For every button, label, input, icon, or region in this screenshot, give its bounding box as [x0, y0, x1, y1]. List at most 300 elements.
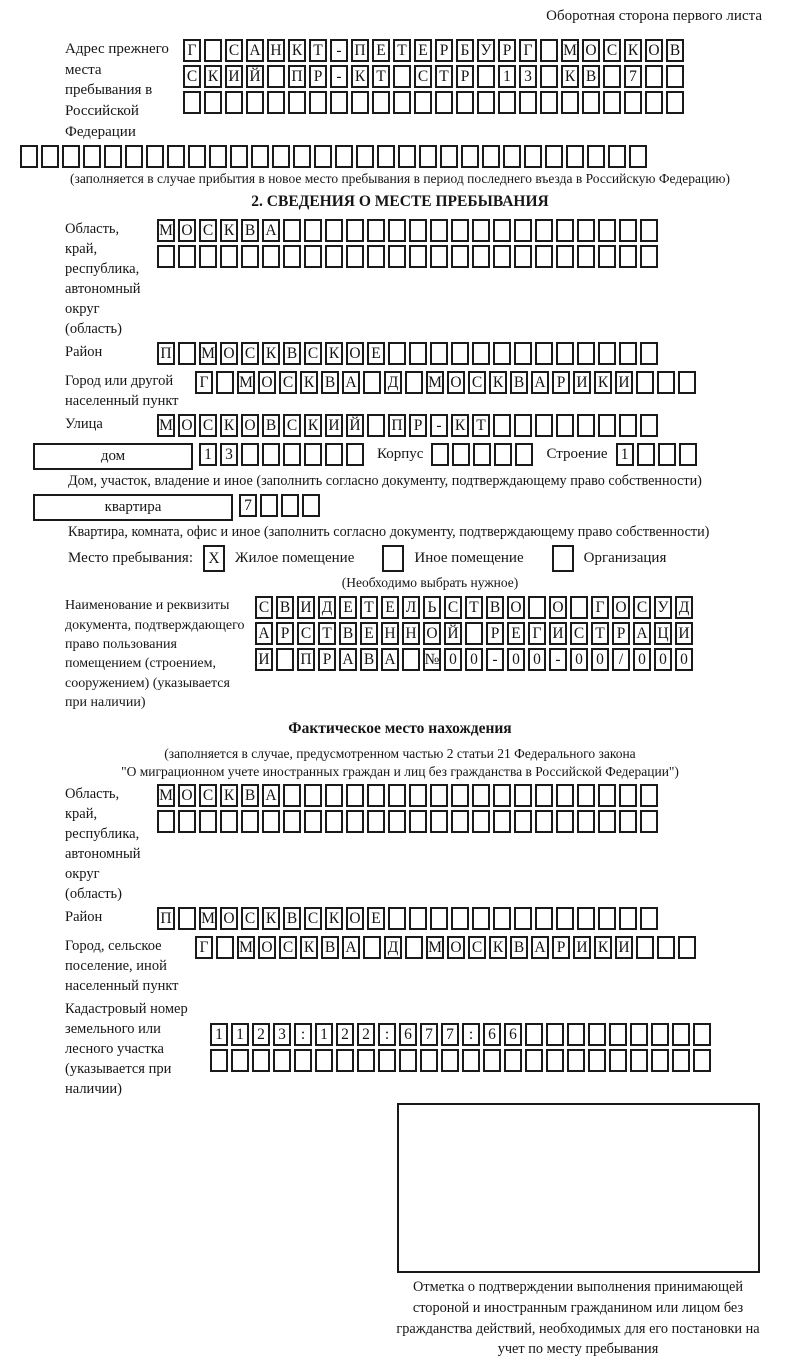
- char-box[interactable]: [325, 810, 343, 833]
- char-box[interactable]: [83, 145, 101, 168]
- char-box[interactable]: [514, 342, 532, 365]
- char-box[interactable]: [281, 494, 299, 517]
- char-box[interactable]: А: [342, 936, 360, 959]
- char-box[interactable]: С: [297, 622, 315, 645]
- char-box[interactable]: П: [157, 342, 175, 365]
- char-box[interactable]: [363, 371, 381, 394]
- char-box[interactable]: [598, 219, 616, 242]
- char-box[interactable]: [231, 1049, 249, 1072]
- char-box[interactable]: Й: [444, 622, 462, 645]
- char-box[interactable]: С: [414, 65, 432, 88]
- checkbox-residential[interactable]: X: [203, 545, 225, 572]
- char-box[interactable]: В: [666, 39, 684, 62]
- char-box[interactable]: С: [570, 622, 588, 645]
- char-box[interactable]: 0: [465, 648, 483, 671]
- char-box[interactable]: [645, 65, 663, 88]
- char-box[interactable]: [619, 810, 637, 833]
- char-box[interactable]: 0: [675, 648, 693, 671]
- char-box[interactable]: [178, 810, 196, 833]
- char-box[interactable]: [293, 145, 311, 168]
- char-box[interactable]: Т: [318, 622, 336, 645]
- char-box[interactable]: Т: [472, 414, 490, 437]
- char-box[interactable]: К: [594, 936, 612, 959]
- char-box[interactable]: [241, 443, 259, 466]
- char-box[interactable]: [199, 810, 217, 833]
- char-box[interactable]: [598, 907, 616, 930]
- char-box[interactable]: [252, 1049, 270, 1072]
- char-box[interactable]: [304, 784, 322, 807]
- char-box[interactable]: [430, 810, 448, 833]
- char-box[interactable]: [302, 494, 320, 517]
- char-box[interactable]: А: [531, 371, 549, 394]
- char-box[interactable]: Т: [435, 65, 453, 88]
- char-box[interactable]: М: [426, 371, 444, 394]
- char-box[interactable]: Т: [372, 65, 390, 88]
- char-box[interactable]: [283, 219, 301, 242]
- char-box[interactable]: [598, 810, 616, 833]
- char-box[interactable]: [472, 219, 490, 242]
- char-box[interactable]: С: [304, 907, 322, 930]
- char-box[interactable]: [367, 414, 385, 437]
- char-box[interactable]: О: [423, 622, 441, 645]
- char-box[interactable]: К: [351, 65, 369, 88]
- char-box[interactable]: [588, 1049, 606, 1072]
- char-box[interactable]: О: [447, 371, 465, 394]
- char-box[interactable]: [493, 907, 511, 930]
- char-box[interactable]: [577, 245, 595, 268]
- char-box[interactable]: [546, 1023, 564, 1046]
- char-box[interactable]: Е: [360, 622, 378, 645]
- char-box[interactable]: С: [468, 936, 486, 959]
- char-box[interactable]: П: [157, 907, 175, 930]
- char-box[interactable]: [346, 219, 364, 242]
- char-box[interactable]: М: [157, 219, 175, 242]
- char-box[interactable]: Ь: [423, 596, 441, 619]
- char-box[interactable]: Т: [360, 596, 378, 619]
- char-box[interactable]: О: [612, 596, 630, 619]
- char-box[interactable]: [431, 443, 449, 466]
- char-box[interactable]: [356, 145, 374, 168]
- char-box[interactable]: Т: [393, 39, 411, 62]
- char-box[interactable]: [398, 145, 416, 168]
- char-box[interactable]: [679, 443, 697, 466]
- char-box[interactable]: Й: [246, 65, 264, 88]
- checkbox-other-premises[interactable]: [382, 545, 404, 572]
- char-box[interactable]: П: [297, 648, 315, 671]
- char-box[interactable]: В: [283, 907, 301, 930]
- char-box[interactable]: [220, 810, 238, 833]
- char-box[interactable]: К: [204, 65, 222, 88]
- char-box[interactable]: М: [237, 371, 255, 394]
- char-box[interactable]: [451, 342, 469, 365]
- char-box[interactable]: 6: [399, 1023, 417, 1046]
- char-box[interactable]: [267, 65, 285, 88]
- char-box[interactable]: О: [447, 936, 465, 959]
- char-box[interactable]: [556, 784, 574, 807]
- char-box[interactable]: И: [225, 65, 243, 88]
- char-box[interactable]: [325, 443, 343, 466]
- char-box[interactable]: [399, 1049, 417, 1072]
- char-box[interactable]: П: [351, 39, 369, 62]
- char-box[interactable]: [451, 784, 469, 807]
- char-box[interactable]: О: [582, 39, 600, 62]
- char-box[interactable]: [561, 91, 579, 114]
- char-box[interactable]: [388, 907, 406, 930]
- char-box[interactable]: В: [241, 784, 259, 807]
- char-box[interactable]: В: [321, 371, 339, 394]
- char-box[interactable]: [188, 145, 206, 168]
- char-box[interactable]: [451, 810, 469, 833]
- char-box[interactable]: О: [220, 342, 238, 365]
- char-box[interactable]: [440, 145, 458, 168]
- char-box[interactable]: [651, 1023, 669, 1046]
- char-box[interactable]: К: [325, 907, 343, 930]
- char-box[interactable]: И: [675, 622, 693, 645]
- char-box[interactable]: [603, 91, 621, 114]
- char-box[interactable]: С: [603, 39, 621, 62]
- char-box[interactable]: [640, 342, 658, 365]
- char-box[interactable]: [493, 219, 511, 242]
- char-box[interactable]: [402, 648, 420, 671]
- char-box[interactable]: [377, 145, 395, 168]
- char-box[interactable]: [409, 342, 427, 365]
- char-box[interactable]: [357, 1049, 375, 1072]
- char-box[interactable]: [619, 907, 637, 930]
- char-box[interactable]: О: [346, 907, 364, 930]
- char-box[interactable]: [535, 810, 553, 833]
- char-box[interactable]: [556, 342, 574, 365]
- char-box[interactable]: [472, 245, 490, 268]
- char-box[interactable]: 2: [252, 1023, 270, 1046]
- char-box[interactable]: 2: [357, 1023, 375, 1046]
- char-box[interactable]: К: [262, 342, 280, 365]
- char-box[interactable]: [503, 145, 521, 168]
- char-box[interactable]: Е: [367, 342, 385, 365]
- char-box[interactable]: [451, 219, 469, 242]
- char-box[interactable]: [314, 145, 332, 168]
- char-box[interactable]: К: [325, 342, 343, 365]
- char-box[interactable]: С: [241, 342, 259, 365]
- char-box[interactable]: Р: [456, 65, 474, 88]
- char-box[interactable]: Б: [456, 39, 474, 62]
- char-box[interactable]: [472, 784, 490, 807]
- char-box[interactable]: [535, 219, 553, 242]
- char-box[interactable]: [666, 91, 684, 114]
- char-box[interactable]: К: [288, 39, 306, 62]
- char-box[interactable]: С: [468, 371, 486, 394]
- char-box[interactable]: [598, 784, 616, 807]
- char-box[interactable]: [657, 371, 675, 394]
- char-box[interactable]: В: [510, 371, 528, 394]
- char-box[interactable]: [451, 907, 469, 930]
- char-box[interactable]: У: [477, 39, 495, 62]
- char-box[interactable]: [640, 907, 658, 930]
- char-box[interactable]: [451, 245, 469, 268]
- char-box[interactable]: К: [220, 219, 238, 242]
- char-box[interactable]: [336, 1049, 354, 1072]
- char-box[interactable]: Л: [402, 596, 420, 619]
- char-box[interactable]: [367, 810, 385, 833]
- char-box[interactable]: [430, 342, 448, 365]
- char-box[interactable]: А: [339, 648, 357, 671]
- char-box[interactable]: [556, 907, 574, 930]
- char-box[interactable]: [577, 414, 595, 437]
- char-box[interactable]: 7: [441, 1023, 459, 1046]
- char-box[interactable]: С: [255, 596, 273, 619]
- char-box[interactable]: [430, 245, 448, 268]
- char-box[interactable]: [325, 219, 343, 242]
- char-box[interactable]: [167, 145, 185, 168]
- char-box[interactable]: [346, 784, 364, 807]
- char-box[interactable]: [409, 784, 427, 807]
- char-box[interactable]: В: [486, 596, 504, 619]
- char-box[interactable]: О: [178, 784, 196, 807]
- char-box[interactable]: [494, 443, 512, 466]
- char-box[interactable]: [545, 145, 563, 168]
- char-box[interactable]: -: [486, 648, 504, 671]
- char-box[interactable]: [393, 65, 411, 88]
- char-box[interactable]: [477, 65, 495, 88]
- char-box[interactable]: Н: [402, 622, 420, 645]
- char-box[interactable]: 6: [483, 1023, 501, 1046]
- char-box[interactable]: Е: [414, 39, 432, 62]
- char-box[interactable]: [260, 494, 278, 517]
- char-box[interactable]: [577, 810, 595, 833]
- char-box[interactable]: 0: [591, 648, 609, 671]
- char-box[interactable]: 1: [199, 443, 217, 466]
- char-box[interactable]: [409, 810, 427, 833]
- char-box[interactable]: [556, 245, 574, 268]
- char-box[interactable]: [209, 145, 227, 168]
- char-box[interactable]: [441, 1049, 459, 1072]
- char-box[interactable]: [267, 91, 285, 114]
- char-box[interactable]: Т: [465, 596, 483, 619]
- char-box[interactable]: [262, 810, 280, 833]
- char-box[interactable]: [619, 414, 637, 437]
- char-box[interactable]: [493, 810, 511, 833]
- char-box[interactable]: Е: [339, 596, 357, 619]
- char-box[interactable]: Р: [276, 622, 294, 645]
- char-box[interactable]: И: [573, 371, 591, 394]
- char-box[interactable]: В: [241, 219, 259, 242]
- char-box[interactable]: [304, 443, 322, 466]
- char-box[interactable]: [493, 784, 511, 807]
- char-box[interactable]: [540, 39, 558, 62]
- char-box[interactable]: [535, 245, 553, 268]
- char-box[interactable]: [178, 342, 196, 365]
- char-box[interactable]: 0: [654, 648, 672, 671]
- char-box[interactable]: В: [360, 648, 378, 671]
- char-box[interactable]: [372, 91, 390, 114]
- char-box[interactable]: [388, 810, 406, 833]
- char-box[interactable]: 7: [420, 1023, 438, 1046]
- char-box[interactable]: [283, 784, 301, 807]
- char-box[interactable]: [514, 810, 532, 833]
- char-box[interactable]: [629, 145, 647, 168]
- char-box[interactable]: [430, 219, 448, 242]
- char-box[interactable]: [619, 219, 637, 242]
- char-box[interactable]: 6: [504, 1023, 522, 1046]
- char-box[interactable]: М: [237, 936, 255, 959]
- char-box[interactable]: [430, 907, 448, 930]
- char-box[interactable]: [472, 342, 490, 365]
- char-box[interactable]: [462, 1049, 480, 1072]
- char-box[interactable]: [420, 1049, 438, 1072]
- char-box[interactable]: К: [594, 371, 612, 394]
- char-box[interactable]: С: [283, 414, 301, 437]
- checkbox-organization[interactable]: [552, 545, 574, 572]
- char-box[interactable]: [498, 91, 516, 114]
- char-box[interactable]: 0: [570, 648, 588, 671]
- char-box[interactable]: [272, 145, 290, 168]
- char-box[interactable]: [493, 342, 511, 365]
- char-box[interactable]: [246, 91, 264, 114]
- char-box[interactable]: [556, 810, 574, 833]
- char-box[interactable]: С: [241, 907, 259, 930]
- char-box[interactable]: [419, 145, 437, 168]
- char-box[interactable]: [658, 443, 676, 466]
- char-box[interactable]: [535, 907, 553, 930]
- char-box[interactable]: [577, 342, 595, 365]
- char-box[interactable]: [204, 91, 222, 114]
- char-box[interactable]: К: [561, 65, 579, 88]
- char-box[interactable]: [367, 245, 385, 268]
- char-box[interactable]: О: [178, 219, 196, 242]
- char-box[interactable]: [388, 784, 406, 807]
- char-box[interactable]: [637, 443, 655, 466]
- char-box[interactable]: [393, 91, 411, 114]
- char-box[interactable]: [636, 371, 654, 394]
- char-box[interactable]: Р: [552, 936, 570, 959]
- char-box[interactable]: Д: [384, 371, 402, 394]
- char-box[interactable]: [304, 810, 322, 833]
- char-box[interactable]: К: [220, 784, 238, 807]
- char-box[interactable]: [657, 936, 675, 959]
- char-box[interactable]: [273, 1049, 291, 1072]
- char-box[interactable]: [645, 91, 663, 114]
- char-box[interactable]: А: [246, 39, 264, 62]
- char-box[interactable]: [178, 907, 196, 930]
- char-box[interactable]: [566, 145, 584, 168]
- char-box[interactable]: К: [300, 936, 318, 959]
- char-box[interactable]: [465, 622, 483, 645]
- char-box[interactable]: [104, 145, 122, 168]
- char-box[interactable]: [276, 648, 294, 671]
- char-box[interactable]: [640, 784, 658, 807]
- char-box[interactable]: П: [288, 65, 306, 88]
- char-box[interactable]: [283, 245, 301, 268]
- char-box[interactable]: А: [531, 936, 549, 959]
- char-box[interactable]: [619, 784, 637, 807]
- char-box[interactable]: С: [279, 936, 297, 959]
- char-box[interactable]: [514, 784, 532, 807]
- char-box[interactable]: [288, 91, 306, 114]
- char-box[interactable]: [570, 596, 588, 619]
- char-box[interactable]: [640, 245, 658, 268]
- char-box[interactable]: 7: [239, 494, 257, 517]
- char-box[interactable]: Е: [507, 622, 525, 645]
- char-box[interactable]: [640, 810, 658, 833]
- char-box[interactable]: 1: [231, 1023, 249, 1046]
- char-box[interactable]: 1: [616, 443, 634, 466]
- char-box[interactable]: [515, 443, 533, 466]
- char-box[interactable]: [577, 219, 595, 242]
- char-box[interactable]: [262, 443, 280, 466]
- char-box[interactable]: [624, 91, 642, 114]
- char-box[interactable]: [346, 245, 364, 268]
- char-box[interactable]: 3: [273, 1023, 291, 1046]
- char-box[interactable]: С: [304, 342, 322, 365]
- char-box[interactable]: М: [561, 39, 579, 62]
- char-box[interactable]: [519, 91, 537, 114]
- char-box[interactable]: К: [489, 936, 507, 959]
- char-box[interactable]: [20, 145, 38, 168]
- char-box[interactable]: И: [615, 371, 633, 394]
- char-box[interactable]: [330, 91, 348, 114]
- char-box[interactable]: [351, 91, 369, 114]
- char-box[interactable]: П: [388, 414, 406, 437]
- char-box[interactable]: :: [378, 1023, 396, 1046]
- char-box[interactable]: [378, 1049, 396, 1072]
- char-box[interactable]: Й: [346, 414, 364, 437]
- char-box[interactable]: [693, 1023, 711, 1046]
- char-box[interactable]: Г: [195, 936, 213, 959]
- char-box[interactable]: [146, 145, 164, 168]
- char-box[interactable]: [325, 784, 343, 807]
- char-box[interactable]: №: [423, 648, 441, 671]
- char-box[interactable]: [556, 219, 574, 242]
- char-box[interactable]: А: [262, 219, 280, 242]
- char-box[interactable]: [472, 810, 490, 833]
- char-box[interactable]: [540, 65, 558, 88]
- char-box[interactable]: [204, 39, 222, 62]
- char-box[interactable]: Р: [552, 371, 570, 394]
- char-box[interactable]: [199, 245, 217, 268]
- char-box[interactable]: [525, 1023, 543, 1046]
- char-box[interactable]: [183, 91, 201, 114]
- char-box[interactable]: К: [624, 39, 642, 62]
- char-box[interactable]: Г: [591, 596, 609, 619]
- char-box[interactable]: Е: [381, 596, 399, 619]
- char-box[interactable]: К: [489, 371, 507, 394]
- char-box[interactable]: [540, 91, 558, 114]
- char-box[interactable]: [309, 91, 327, 114]
- char-box[interactable]: М: [199, 907, 217, 930]
- char-box[interactable]: [414, 91, 432, 114]
- char-box[interactable]: [672, 1023, 690, 1046]
- char-box[interactable]: [125, 145, 143, 168]
- char-box[interactable]: М: [157, 414, 175, 437]
- char-box[interactable]: [603, 65, 621, 88]
- char-box[interactable]: [693, 1049, 711, 1072]
- char-box[interactable]: [435, 91, 453, 114]
- char-box[interactable]: [304, 219, 322, 242]
- char-box[interactable]: Т: [591, 622, 609, 645]
- char-box[interactable]: -: [330, 39, 348, 62]
- char-box[interactable]: [524, 145, 542, 168]
- char-box[interactable]: С: [199, 784, 217, 807]
- char-box[interactable]: [493, 414, 511, 437]
- char-box[interactable]: [587, 145, 605, 168]
- char-box[interactable]: [220, 245, 238, 268]
- char-box[interactable]: 0: [528, 648, 546, 671]
- char-box[interactable]: [630, 1049, 648, 1072]
- char-box[interactable]: :: [462, 1023, 480, 1046]
- char-box[interactable]: [651, 1049, 669, 1072]
- char-box[interactable]: Д: [675, 596, 693, 619]
- char-box[interactable]: 3: [519, 65, 537, 88]
- char-box[interactable]: Т: [309, 39, 327, 62]
